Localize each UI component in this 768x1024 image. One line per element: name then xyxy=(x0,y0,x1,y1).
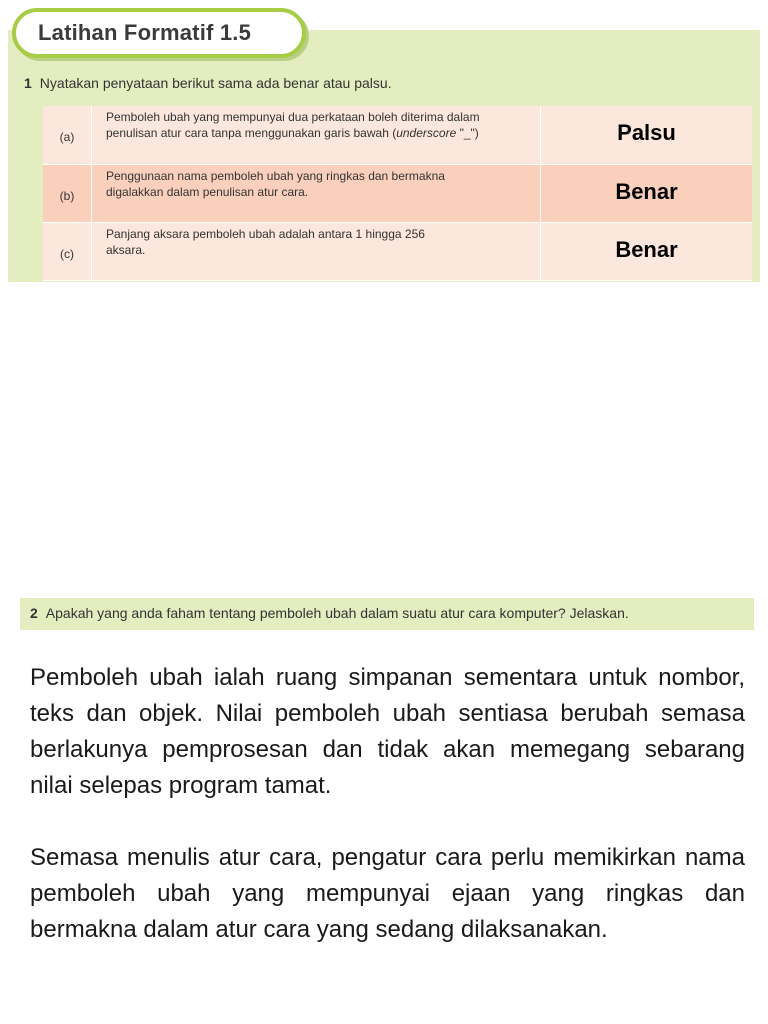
question-1-number: 1 xyxy=(24,75,32,91)
statement-line: Pemboleh ubah yang mempunyai dua perkataan boleh diterima dalam xyxy=(106,110,480,124)
answer-paragraph-2: Semasa menulis atur cara, pengatur cara perlu memikirkan nama pemboleh ubah yang mempunyai ejaan yang ringkas dan bermakna dalam atur cara yang sedang dilaksanakan. xyxy=(30,844,745,943)
row-label: (b) xyxy=(43,164,92,222)
statement-line: penulisan atur cara tanpa menggunakan garis bawah ( xyxy=(106,126,397,140)
row-answer: Palsu xyxy=(541,106,753,164)
row-statement xyxy=(92,222,541,280)
table-row-a xyxy=(43,106,752,164)
question-2-text: Apakah yang anda faham tentang pemboleh ubah dalam suatu atur cara komputer? Jelaskan. xyxy=(45,605,629,621)
statement-italic: underscore xyxy=(396,126,457,140)
statement-line: Panjang aksara pemboleh ubah adalah antara 1 hingga 256 xyxy=(106,226,425,241)
question-1 xyxy=(24,75,392,91)
question-2 xyxy=(20,598,754,630)
table-row-c xyxy=(43,222,752,280)
answer-paragraph-1: Pemboleh ubah ialah ruang simpanan sementara untuk nombor, teks dan objek. Nilai pemboleh ubah sentiasa berubah semasa berlakunya pemprosesan dan tidak akan memegang sebarang nilai selepas program tamat. xyxy=(30,664,745,799)
table-row-b xyxy=(43,164,752,222)
row-answer: Benar xyxy=(541,164,753,222)
exercise-title: Latihan Formatif 1.5 xyxy=(38,20,252,45)
row-answer: Benar xyxy=(541,222,753,280)
statement-line: Penggunaan nama pemboleh ubah yang ringkas dan bermakna xyxy=(106,168,445,183)
question-2-number: 2 xyxy=(30,605,38,621)
row-statement xyxy=(92,106,541,164)
true-false-table xyxy=(43,106,752,281)
row-label: (c) xyxy=(43,222,92,280)
row-statement xyxy=(92,164,541,222)
row-label: (a) xyxy=(43,106,92,164)
statement-line: aksara. xyxy=(106,242,146,257)
statement-line: digalakkan dalam penulisan atur cara. xyxy=(106,184,309,199)
statement-line: "_") xyxy=(456,126,479,140)
question-1-text: Nyatakan penyataan berikut sama ada benar atau palsu. xyxy=(39,75,392,91)
